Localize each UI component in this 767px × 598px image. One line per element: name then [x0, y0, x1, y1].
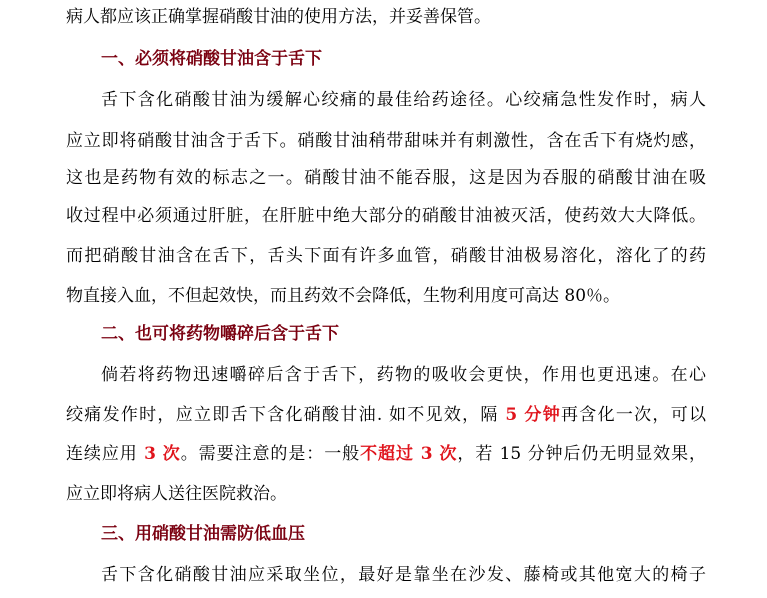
text-run: 连续应用 [66, 444, 145, 464]
paragraph-line [66, 443, 706, 465]
section-heading-2: 二、也可将药物嚼碎后含于舌下 [101, 324, 339, 344]
paragraph-line: 倘若将药物迅速嚼碎后含于舌下，药物的吸收会更快，作用也更迅速。在心 [101, 365, 706, 385]
paragraph-line: 应立即将病人送往医院救治。 [66, 484, 287, 504]
paragraph-line: 收过程中必须通过肝脏，在肝脏中绝大部分的硝酸甘油被灭活，使药效大大降低。 [66, 206, 706, 226]
paragraph-line [66, 404, 706, 426]
emphasis-text: 3 次 [144, 444, 181, 464]
paragraph-line: 应立即将硝酸甘油含于舌下。硝酸甘油稍带甜味并有刺激性，含在舌下有烧灼感， [66, 131, 706, 151]
paragraph-line: 物直接入血，不但起效快，而且药效不会降低，生物利用度可高达 80％。 [66, 286, 621, 306]
paragraph-line: 病人都应该正确掌握硝酸甘油的使用方法，并妥善保管。 [66, 7, 491, 27]
emphasis-text: 不超过 3 次 [360, 444, 458, 464]
text-run: 再含化一次，可以 [561, 405, 707, 425]
emphasis-text: 5 分钟 [505, 405, 561, 425]
paragraph-line: 而把硝酸甘油含在舌下，舌头下面有许多血管，硝酸甘油极易溶化，溶化了的药 [66, 246, 706, 266]
paragraph-line: 舌下含化硝酸甘油为缓解心绞痛的最佳给药途径。心绞痛急性发作时，病人 [101, 90, 706, 110]
section-heading-3: 三、用硝酸甘油需防低血压 [101, 524, 305, 544]
paragraph-line: 这也是药物有效的标志之一。硝酸甘油不能吞服，这是因为吞服的硝酸甘油在吸 [66, 168, 706, 188]
text-run: 。需要注意的是：一般 [180, 444, 361, 464]
text-run: 绞痛发作时，应立即舌下含化硝酸甘油. 如不见效，隔 [66, 405, 506, 425]
section-heading-1: 一、必须将硝酸甘油含于舌下 [101, 49, 322, 69]
paragraph-line: 舌下含化硝酸甘油应采取坐位，最好是靠坐在沙发、藤椅或其他宽大的椅子 [101, 565, 706, 585]
text-run: ，若 15 分钟后仍无明显效果， [457, 444, 707, 464]
